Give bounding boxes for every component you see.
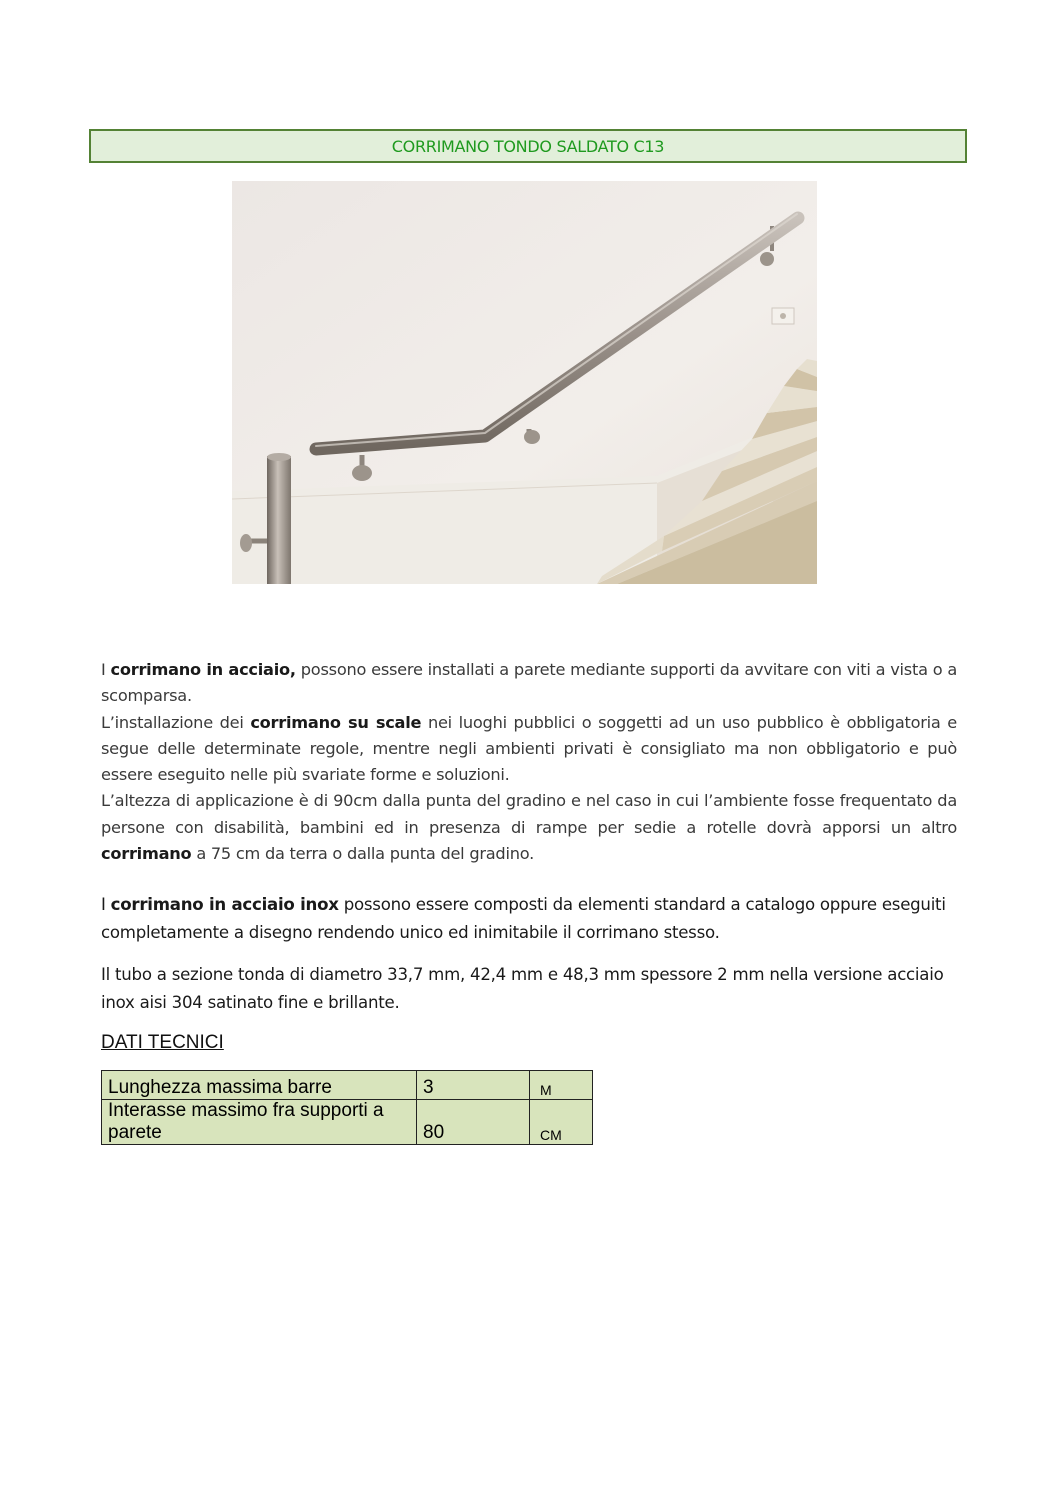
text-span: a 75 cm da terra o dalla punta del gradino. bbox=[191, 844, 534, 864]
tech-data-table bbox=[101, 1070, 593, 1145]
dati-tecnici-heading: DATI TECNICI bbox=[101, 1032, 224, 1053]
text-span: I bbox=[101, 660, 111, 679]
handrail-photo bbox=[232, 181, 817, 584]
row-label: Interasse massimo fra supporti a parete bbox=[102, 1100, 417, 1145]
text-span: possono essere composti da elementi standard a catalogo oppure eseguiti completamente a disegno rendendo unico ed inimitabile il corrimano stesso. bbox=[101, 895, 946, 942]
text-span: L’altezza di applicazione è di 90cm dalla punta del gradino e nel caso in cui l’ambiente fosse frequentato da persone con disabilità, bambini ed in presenza di rampe per sedie a rotelle dovrà apporsi un altro bbox=[101, 791, 957, 837]
page-title: CORRIMANO TONDO SALDATO C13 bbox=[391, 136, 665, 156]
row-unit: CM bbox=[530, 1100, 593, 1145]
row-label: Lunghezza massima barre bbox=[102, 1071, 417, 1100]
intro-paragraph bbox=[101, 657, 957, 867]
intro-text bbox=[101, 657, 957, 867]
title-box bbox=[89, 129, 967, 163]
bold-span: corrimano su scale bbox=[250, 712, 422, 732]
bold-span: corrimano bbox=[101, 844, 192, 864]
table-row bbox=[102, 1071, 593, 1100]
inox-paragraph bbox=[101, 891, 957, 946]
inox-text bbox=[101, 891, 957, 946]
bold-span: corrimano in acciaio, bbox=[110, 660, 296, 679]
tube-text: Il tubo a sezione tonda di diametro 33,7 mm, 42,4 mm e 48,3 mm spessore 2 mm nella versione acciaio inox aisi 304 satinato fine e brillante. bbox=[101, 965, 944, 1012]
row-value: 3 bbox=[417, 1071, 530, 1100]
row-unit: M bbox=[530, 1071, 593, 1100]
text-span: nei luoghi pubblici o soggetti ad un uso pubblico è obbligatoria e segue delle determinate regole, mentre negli ambienti privati è consigliato ma non obbligatorio e può essere eseguito nelle più svariate forme e soluzioni. bbox=[101, 712, 957, 785]
text-span: I bbox=[101, 895, 111, 914]
row-value: 80 bbox=[417, 1100, 530, 1145]
table-row bbox=[102, 1100, 593, 1145]
bold-span: corrimano in acciaio inox bbox=[110, 895, 339, 914]
text-span: possono essere installati a parete mediante supporti da avvitare con viti a vista o a scomparsa. bbox=[101, 660, 958, 706]
text-span: L’installazione dei bbox=[101, 712, 251, 732]
tube-paragraph bbox=[101, 961, 957, 1016]
